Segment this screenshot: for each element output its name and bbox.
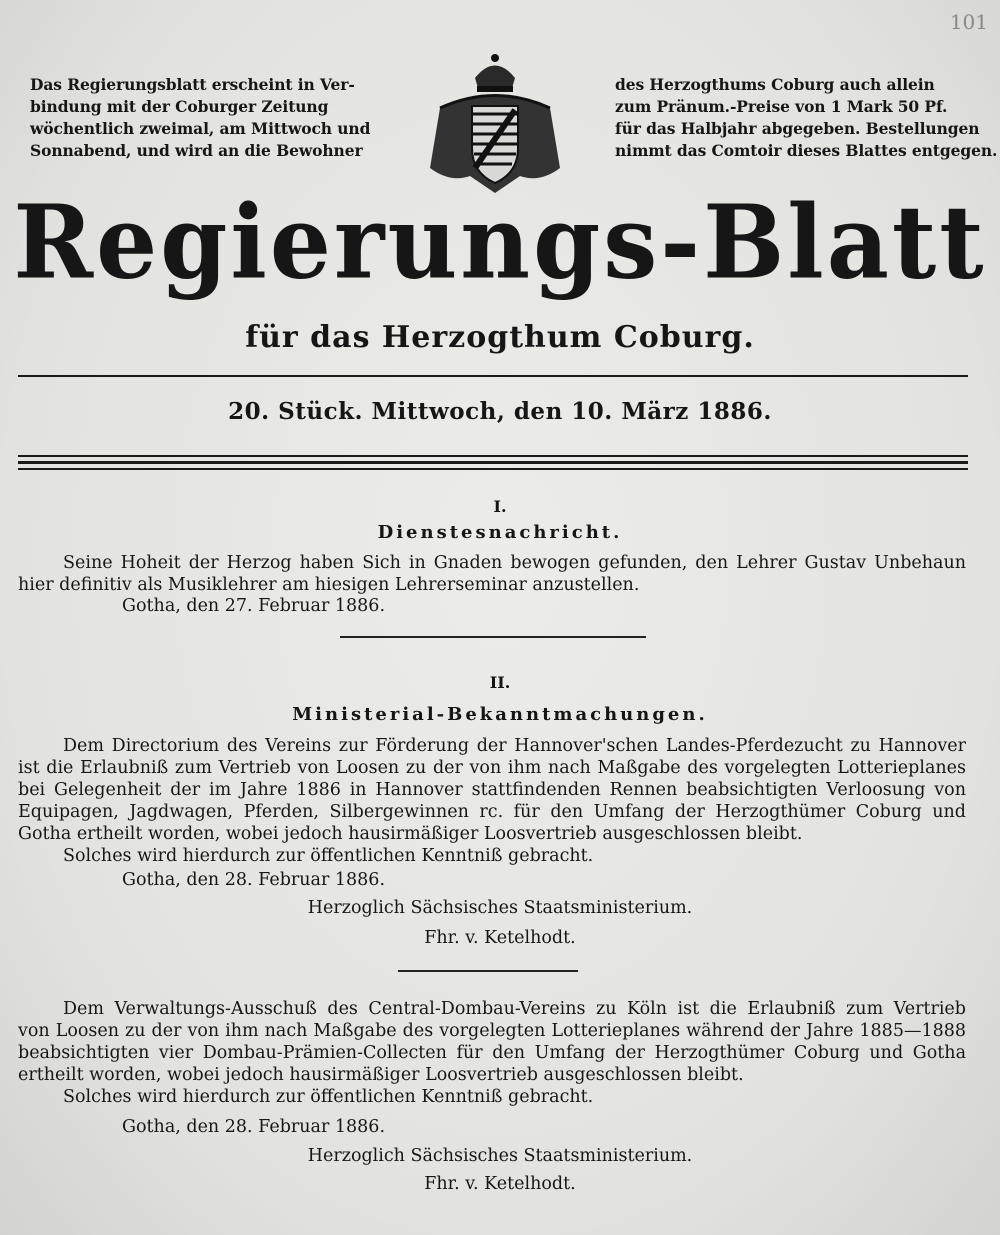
text-line: Seine Hoheit der Herzog haben Sich in Gnaden bewogen gefunden, den Lehrer Gustav Unbehaun <box>63 553 966 573</box>
text-line: Solches wird hierdurch zur öffentlichen Kenntniß gebracht. <box>63 1087 594 1107</box>
section-heading: Ministerial-Bekanntmachungen. <box>292 704 708 725</box>
text-line: ertheilt worden, wobei jedoch hausirmäßiger Loosvertrieb ausgeschlossen bleibt. <box>18 1065 744 1085</box>
header-right-line: nimmt das Comtoir dieses Blattes entgegen. <box>615 141 998 160</box>
masthead-title: Regierungs-Blatt <box>13 183 987 302</box>
header-left-line: wöchentlich zweimal, am Mittwoch und <box>30 119 371 138</box>
date-line: Gotha, den 28. Februar 1886. <box>122 870 386 890</box>
text-line: Dem Verwaltungs-Ausschuß des Central-Dombau-Vereins zu Köln ist die Erlaubniß zum Vertrieb <box>63 999 966 1019</box>
header-right-line: des Herzogthums Coburg auch allein <box>615 75 935 94</box>
announcement-text <box>18 735 966 867</box>
authority-line: Herzoglich Sächsisches Staatsministerium. <box>307 1146 693 1166</box>
divider <box>18 375 968 377</box>
announcement-text <box>18 998 966 1108</box>
text-line: von Loosen zu der von ihm nach Maßgabe des vorgelegten Lotterieplanes während der Jahre 1885—1888 <box>18 1021 966 1041</box>
coat-of-arms-icon <box>420 48 570 198</box>
text-line: Gotha ertheilt worden, wobei jedoch hausirmäßiger Loosvertrieb ausgeschlossen bleibt. <box>18 824 803 844</box>
section-heading: Dienstesnachricht. <box>377 522 623 543</box>
text-line: beabsichtigten vier Dombau-Prämien-Collecten für den Umfang der Herzogthümer Coburg und Gotha <box>18 1043 966 1063</box>
signature-line: Fhr. v. Ketelhodt. <box>424 1174 576 1194</box>
page-number: 101 <box>949 10 988 34</box>
header-right-line: für das Halbjahr abgegeben. Bestellungen <box>615 119 980 138</box>
header-right-line: zum Pränum.-Preise von 1 Mark 50 Pf. <box>615 97 948 116</box>
header-left-line: Sonnabend, und wird an die Bewohner <box>30 141 363 160</box>
header-left-line: Das Regierungsblatt erscheint in Ver- <box>30 75 355 94</box>
separator <box>398 970 578 972</box>
signature-line: Fhr. v. Ketelhodt. <box>424 928 576 948</box>
text-line: Equipagen, Jagdwagen, Pferden, Silbergewinnen rc. für den Umfang der Herzogthümer Coburg und <box>18 802 966 822</box>
section-number: II. <box>489 673 511 692</box>
section-number: I. <box>493 497 507 516</box>
separator <box>340 636 646 638</box>
text-line: Solches wird hierdurch zur öffentlichen Kenntniß gebracht. <box>63 846 594 866</box>
header-left-notice <box>30 74 370 162</box>
divider <box>18 455 968 457</box>
date-line: Gotha, den 27. Februar 1886. <box>122 596 386 616</box>
header-right-notice <box>615 74 998 162</box>
text-line: ist die Erlaubniß zum Vertrieb von Loosen zu der von ihm nach Maßgabe des vorgelegten Lotterieplanes <box>18 758 966 778</box>
announcement-text <box>18 552 966 596</box>
authority-line: Herzoglich Sächsisches Staatsministerium. <box>307 898 693 918</box>
issue-line: 20. Stück. Mittwoch, den 10. März 1886. <box>228 398 772 425</box>
masthead-subtitle: für das Herzogthum Coburg. <box>245 320 755 355</box>
header-left-line: bindung mit der Coburger Zeitung <box>30 97 329 116</box>
text-line: Dem Directorium des Vereins zur Förderung der Hannover'schen Landes-Pferdezucht zu Hannover <box>63 736 966 756</box>
date-line: Gotha, den 28. Februar 1886. <box>122 1117 386 1137</box>
divider <box>18 468 968 470</box>
text-line: hier definitiv als Musiklehrer am hiesigen Lehrerseminar anzustellen. <box>18 575 640 595</box>
divider <box>18 461 968 464</box>
text-line: bei Gelegenheit der im Jahre 1886 in Hannover stattfindenden Rennen beabsichtigten Verloosung von <box>18 780 966 800</box>
